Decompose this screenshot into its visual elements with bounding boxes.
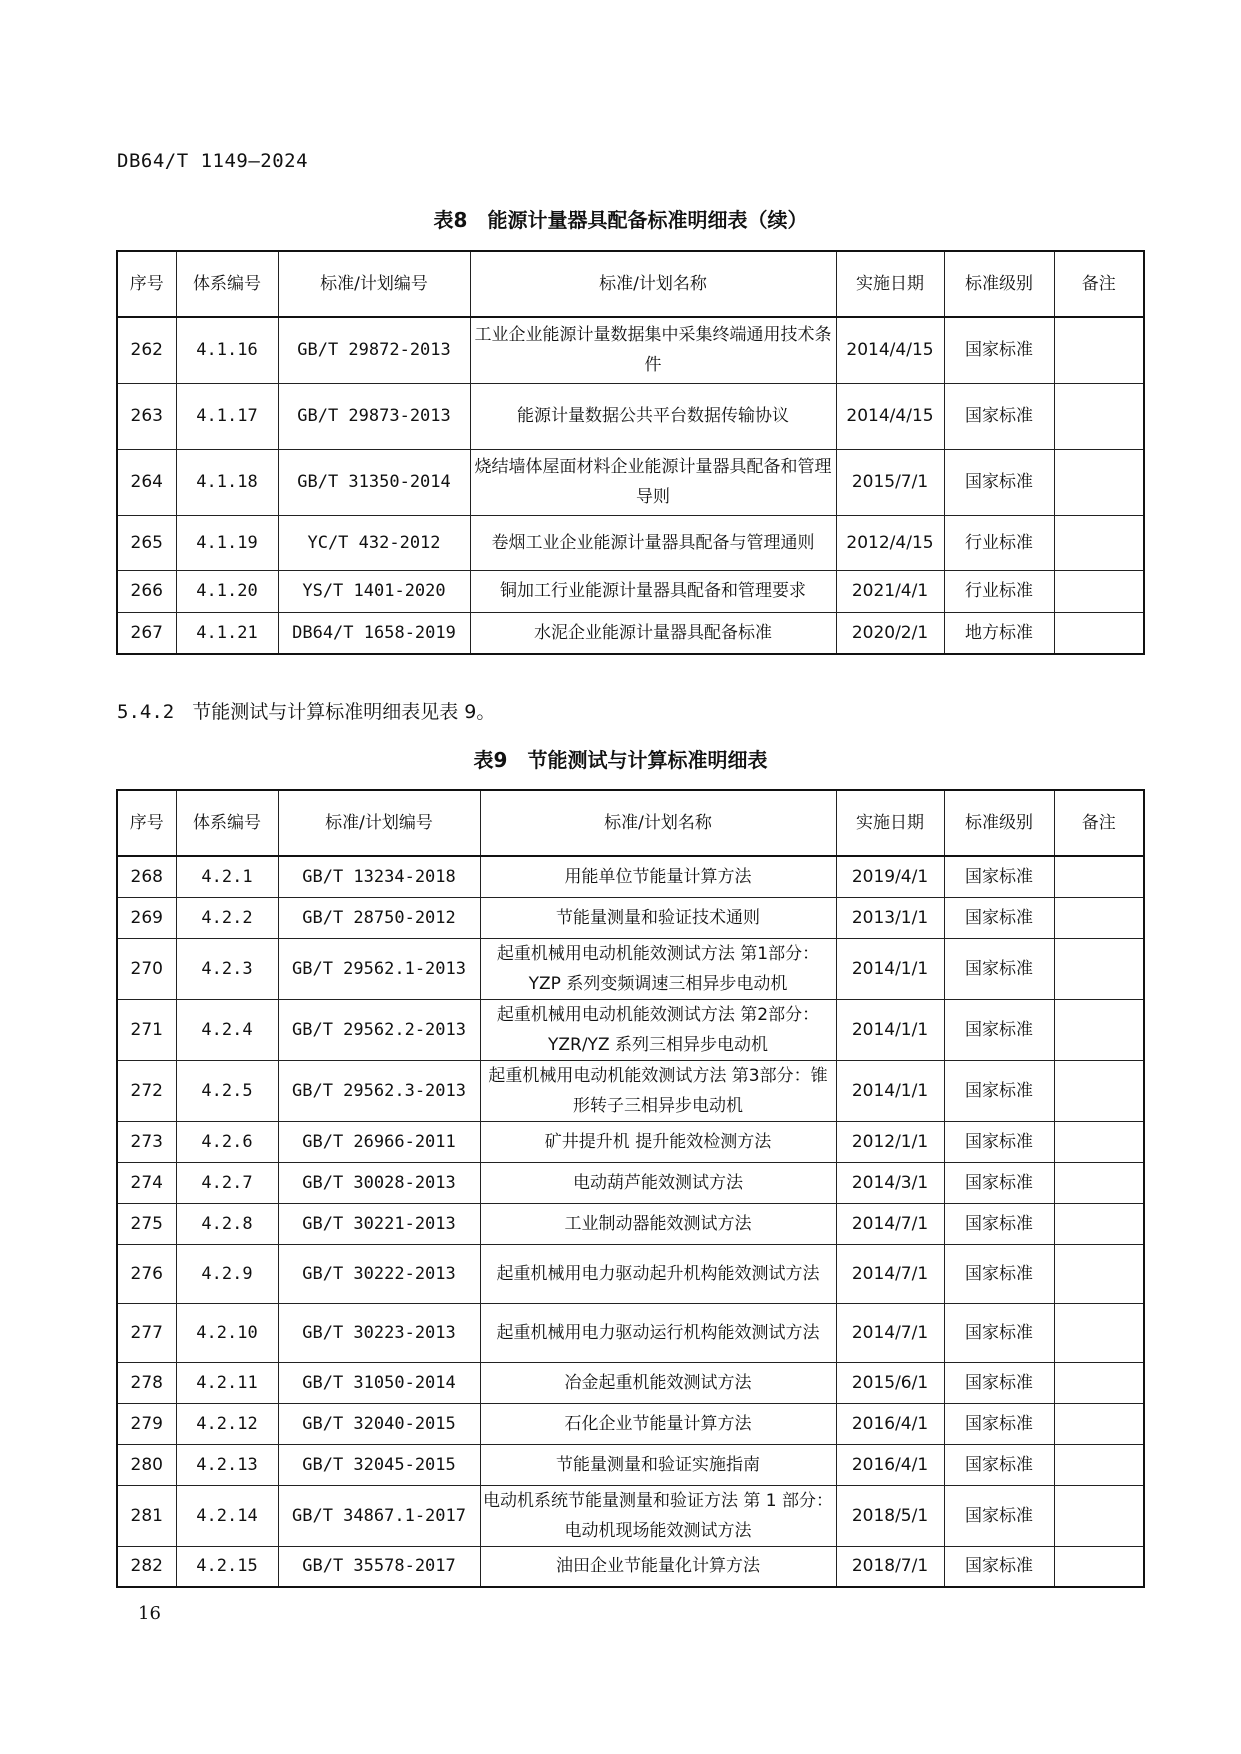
standard-level-cell: 国家标准: [944, 1303, 1054, 1362]
standard-code-cell: GB/T 32045-2015: [278, 1444, 480, 1485]
system-no-cell: 4.2.15: [176, 1546, 278, 1587]
row-no-cell: 272: [117, 1060, 176, 1121]
standard-code-cell: DB64/T 1658-2019: [278, 612, 470, 654]
section-5-4-2: [117, 697, 495, 724]
remark-cell: [1054, 938, 1144, 999]
effective-date-cell: 2014/7/1: [836, 1203, 944, 1244]
standard-code-cell: GB/T 29872-2013: [278, 317, 470, 383]
standard-code-cell: GB/T 32040-2015: [278, 1403, 480, 1444]
table-row: [117, 1362, 1144, 1403]
col-header-effective-date: 实施日期: [836, 251, 944, 317]
standard-level-cell: 国家标准: [944, 999, 1054, 1060]
standard-name-cell: 起重机械用电动机能效测试方法 第3部分：锥形转子三相异步电动机: [480, 1060, 836, 1121]
row-no-cell: 263: [117, 383, 176, 449]
table-header-row: [117, 251, 1144, 317]
standard-level-cell: 国家标准: [944, 1485, 1054, 1546]
system-no-cell: 4.2.3: [176, 938, 278, 999]
effective-date-cell: 2015/6/1: [836, 1362, 944, 1403]
effective-date-cell: 2014/7/1: [836, 1244, 944, 1303]
system-no-cell: 4.1.19: [176, 515, 278, 570]
row-no-cell: 278: [117, 1362, 176, 1403]
effective-date-cell: 2012/1/1: [836, 1121, 944, 1162]
table-row: [117, 515, 1144, 570]
system-no-cell: 4.2.14: [176, 1485, 278, 1546]
col-header-standard-name: 标准/计划名称: [480, 790, 836, 856]
standard-name-cell: 冶金起重机能效测试方法: [480, 1362, 836, 1403]
standard-code-cell: GB/T 34867.1-2017: [278, 1485, 480, 1546]
row-no-cell: 277: [117, 1303, 176, 1362]
effective-date-cell: 2014/1/1: [836, 999, 944, 1060]
table-row: [117, 449, 1144, 515]
system-no-cell: 4.2.13: [176, 1444, 278, 1485]
row-no-cell: 262: [117, 317, 176, 383]
remark-cell: [1054, 1162, 1144, 1203]
col-header-level: 标准级别: [944, 790, 1054, 856]
standard-code-cell: GB/T 31350-2014: [278, 449, 470, 515]
standard-code-cell: YC/T 432-2012: [278, 515, 470, 570]
effective-date-cell: 2019/4/1: [836, 856, 944, 897]
standard-level-cell: 国家标准: [944, 856, 1054, 897]
col-header-standard-name: 标准/计划名称: [470, 251, 836, 317]
standard-code-cell: GB/T 28750-2012: [278, 897, 480, 938]
row-no-cell: 270: [117, 938, 176, 999]
effective-date-cell: 2020/2/1: [836, 612, 944, 654]
table-row: [117, 897, 1144, 938]
row-no-cell: 281: [117, 1485, 176, 1546]
remark-cell: [1054, 999, 1144, 1060]
system-no-cell: 4.2.9: [176, 1244, 278, 1303]
effective-date-cell: 2021/4/1: [836, 570, 944, 612]
table9-body: [117, 856, 1144, 1587]
remark-cell: [1054, 1121, 1144, 1162]
row-no-cell: 264: [117, 449, 176, 515]
effective-date-cell: 2018/5/1: [836, 1485, 944, 1546]
table8: [116, 250, 1145, 655]
standard-level-cell: 国家标准: [944, 1060, 1054, 1121]
table-row: [117, 317, 1144, 383]
remark-cell: [1054, 570, 1144, 612]
page-number: 16: [138, 1603, 161, 1624]
row-no-cell: 265: [117, 515, 176, 570]
remark-cell: [1054, 1546, 1144, 1587]
remark-cell: [1054, 1244, 1144, 1303]
standard-level-cell: 国家标准: [944, 383, 1054, 449]
remark-cell: [1054, 1362, 1144, 1403]
effective-date-cell: 2014/3/1: [836, 1162, 944, 1203]
remark-cell: [1054, 1303, 1144, 1362]
standard-name-cell: 电动葫芦能效测试方法: [480, 1162, 836, 1203]
standard-name-cell: 起重机械用电力驱动运行机构能效测试方法: [480, 1303, 836, 1362]
standard-level-cell: 国家标准: [944, 1244, 1054, 1303]
table-row: [117, 1162, 1144, 1203]
section-text: 节能测试与计算标准明细表见表 9。: [192, 701, 496, 723]
system-no-cell: 4.2.4: [176, 999, 278, 1060]
standard-code-cell: YS/T 1401-2020: [278, 570, 470, 612]
table8-caption: 表8 能源计量器具配备标准明细表（续）: [433, 208, 808, 232]
effective-date-cell: 2013/1/1: [836, 897, 944, 938]
table9: [116, 789, 1145, 1588]
standard-code-cell: GB/T 35578-2017: [278, 1546, 480, 1587]
row-no-cell: 282: [117, 1546, 176, 1587]
row-no-cell: 266: [117, 570, 176, 612]
row-no-cell: 273: [117, 1121, 176, 1162]
system-no-cell: 4.1.17: [176, 383, 278, 449]
standard-level-cell: 国家标准: [944, 938, 1054, 999]
standard-level-cell: 国家标准: [944, 317, 1054, 383]
remark-cell: [1054, 897, 1144, 938]
col-header-system-no: 体系编号: [176, 251, 278, 317]
effective-date-cell: 2014/4/15: [836, 383, 944, 449]
standard-name-cell: 节能量测量和验证技术通则: [480, 897, 836, 938]
row-no-cell: 267: [117, 612, 176, 654]
system-no-cell: 4.1.20: [176, 570, 278, 612]
table-row: [117, 1546, 1144, 1587]
table-row: [117, 1444, 1144, 1485]
standard-name-cell: 铜加工行业能源计量器具配备和管理要求: [470, 570, 836, 612]
standard-level-cell: 国家标准: [944, 449, 1054, 515]
standard-code-cell: GB/T 29562.1-2013: [278, 938, 480, 999]
table-row: [117, 1203, 1144, 1244]
standard-code-cell: GB/T 30221-2013: [278, 1203, 480, 1244]
effective-date-cell: 2015/7/1: [836, 449, 944, 515]
standard-name-cell: 起重机械用电力驱动起升机构能效测试方法: [480, 1244, 836, 1303]
row-no-cell: 279: [117, 1403, 176, 1444]
standard-name-cell: 矿井提升机 提升能效检测方法: [480, 1121, 836, 1162]
effective-date-cell: 2016/4/1: [836, 1403, 944, 1444]
remark-cell: [1054, 1444, 1144, 1485]
standard-code-cell: GB/T 29562.3-2013: [278, 1060, 480, 1121]
system-no-cell: 4.1.18: [176, 449, 278, 515]
section-number: 5.4.2: [117, 701, 175, 723]
table-row: [117, 999, 1144, 1060]
standard-code-cell: GB/T 31050-2014: [278, 1362, 480, 1403]
standard-level-cell: 国家标准: [944, 897, 1054, 938]
col-header-standard-code: 标准/计划编号: [278, 790, 480, 856]
col-header-effective-date: 实施日期: [836, 790, 944, 856]
document-code: DB64/T 1149—2024: [117, 150, 309, 172]
row-no-cell: 280: [117, 1444, 176, 1485]
system-no-cell: 4.2.7: [176, 1162, 278, 1203]
standard-name-cell: 起重机械用电动机能效测试方法 第2部分：YZR/YZ 系列三相异步电动机: [480, 999, 836, 1060]
standard-code-cell: GB/T 29873-2013: [278, 383, 470, 449]
standard-level-cell: 国家标准: [944, 1362, 1054, 1403]
col-header-remark: 备注: [1054, 251, 1144, 317]
standard-name-cell: 工业企业能源计量数据集中采集终端通用技术条件: [470, 317, 836, 383]
col-header-remark: 备注: [1054, 790, 1144, 856]
system-no-cell: 4.2.8: [176, 1203, 278, 1244]
effective-date-cell: 2014/7/1: [836, 1303, 944, 1362]
table-row: [117, 1485, 1144, 1546]
remark-cell: [1054, 449, 1144, 515]
standard-level-cell: 国家标准: [944, 1546, 1054, 1587]
table-row: [117, 1244, 1144, 1303]
row-no-cell: 269: [117, 897, 176, 938]
table-row: [117, 1403, 1144, 1444]
table-row: [117, 856, 1144, 897]
remark-cell: [1054, 1203, 1144, 1244]
row-no-cell: 276: [117, 1244, 176, 1303]
table-row: [117, 612, 1144, 654]
system-no-cell: 4.2.11: [176, 1362, 278, 1403]
table-row: [117, 938, 1144, 999]
standard-name-cell: 工业制动器能效测试方法: [480, 1203, 836, 1244]
effective-date-cell: 2014/1/1: [836, 938, 944, 999]
standard-code-cell: GB/T 30223-2013: [278, 1303, 480, 1362]
standard-name-cell: 卷烟工业企业能源计量器具配备与管理通则: [470, 515, 836, 570]
remark-cell: [1054, 515, 1144, 570]
table-row: [117, 1121, 1144, 1162]
table-header-row: [117, 790, 1144, 856]
col-header-system-no: 体系编号: [176, 790, 278, 856]
remark-cell: [1054, 1060, 1144, 1121]
table-row: [117, 570, 1144, 612]
standard-code-cell: GB/T 30222-2013: [278, 1244, 480, 1303]
remark-cell: [1054, 1485, 1144, 1546]
system-no-cell: 4.2.2: [176, 897, 278, 938]
col-header-no: 序号: [117, 790, 176, 856]
system-no-cell: 4.1.21: [176, 612, 278, 654]
remark-cell: [1054, 612, 1144, 654]
standard-name-cell: 电动机系统节能量测量和验证方法 第 1 部分：电动机现场能效测试方法: [480, 1485, 836, 1546]
effective-date-cell: 2012/4/15: [836, 515, 944, 570]
standard-name-cell: 石化企业节能量计算方法: [480, 1403, 836, 1444]
row-no-cell: 271: [117, 999, 176, 1060]
system-no-cell: 4.2.6: [176, 1121, 278, 1162]
effective-date-cell: 2018/7/1: [836, 1546, 944, 1587]
row-no-cell: 268: [117, 856, 176, 897]
system-no-cell: 4.2.10: [176, 1303, 278, 1362]
remark-cell: [1054, 317, 1144, 383]
standard-code-cell: GB/T 29562.2-2013: [278, 999, 480, 1060]
remark-cell: [1054, 1403, 1144, 1444]
remark-cell: [1054, 856, 1144, 897]
system-no-cell: 4.1.16: [176, 317, 278, 383]
table-row: [117, 1303, 1144, 1362]
effective-date-cell: 2014/4/15: [836, 317, 944, 383]
standard-name-cell: 油田企业节能量化计算方法: [480, 1546, 836, 1587]
effective-date-cell: 2016/4/1: [836, 1444, 944, 1485]
row-no-cell: 274: [117, 1162, 176, 1203]
standard-level-cell: 国家标准: [944, 1121, 1054, 1162]
standard-level-cell: 行业标准: [944, 515, 1054, 570]
col-header-no: 序号: [117, 251, 176, 317]
standard-name-cell: 起重机械用电动机能效测试方法 第1部分：YZP 系列变频调速三相异步电动机: [480, 938, 836, 999]
standard-level-cell: 国家标准: [944, 1203, 1054, 1244]
standard-name-cell: 节能量测量和验证实施指南: [480, 1444, 836, 1485]
remark-cell: [1054, 383, 1144, 449]
standard-name-cell: 能源计量数据公共平台数据传输协议: [470, 383, 836, 449]
standard-code-cell: GB/T 30028-2013: [278, 1162, 480, 1203]
system-no-cell: 4.2.12: [176, 1403, 278, 1444]
col-header-level: 标准级别: [944, 251, 1054, 317]
standard-level-cell: 国家标准: [944, 1444, 1054, 1485]
table8-body: [117, 317, 1144, 654]
table-row: [117, 383, 1144, 449]
effective-date-cell: 2014/1/1: [836, 1060, 944, 1121]
standard-name-cell: 用能单位节能量计算方法: [480, 856, 836, 897]
standard-level-cell: 行业标准: [944, 570, 1054, 612]
standard-level-cell: 国家标准: [944, 1403, 1054, 1444]
standard-code-cell: GB/T 26966-2011: [278, 1121, 480, 1162]
table9-caption: 表9 节能测试与计算标准明细表: [473, 748, 768, 772]
col-header-standard-code: 标准/计划编号: [278, 251, 470, 317]
table-row: [117, 1060, 1144, 1121]
row-no-cell: 275: [117, 1203, 176, 1244]
standard-name-cell: 烧结墙体屋面材料企业能源计量器具配备和管理导则: [470, 449, 836, 515]
standard-level-cell: 地方标准: [944, 612, 1054, 654]
standard-level-cell: 国家标准: [944, 1162, 1054, 1203]
system-no-cell: 4.2.1: [176, 856, 278, 897]
standard-code-cell: GB/T 13234-2018: [278, 856, 480, 897]
system-no-cell: 4.2.5: [176, 1060, 278, 1121]
standard-name-cell: 水泥企业能源计量器具配备标准: [470, 612, 836, 654]
